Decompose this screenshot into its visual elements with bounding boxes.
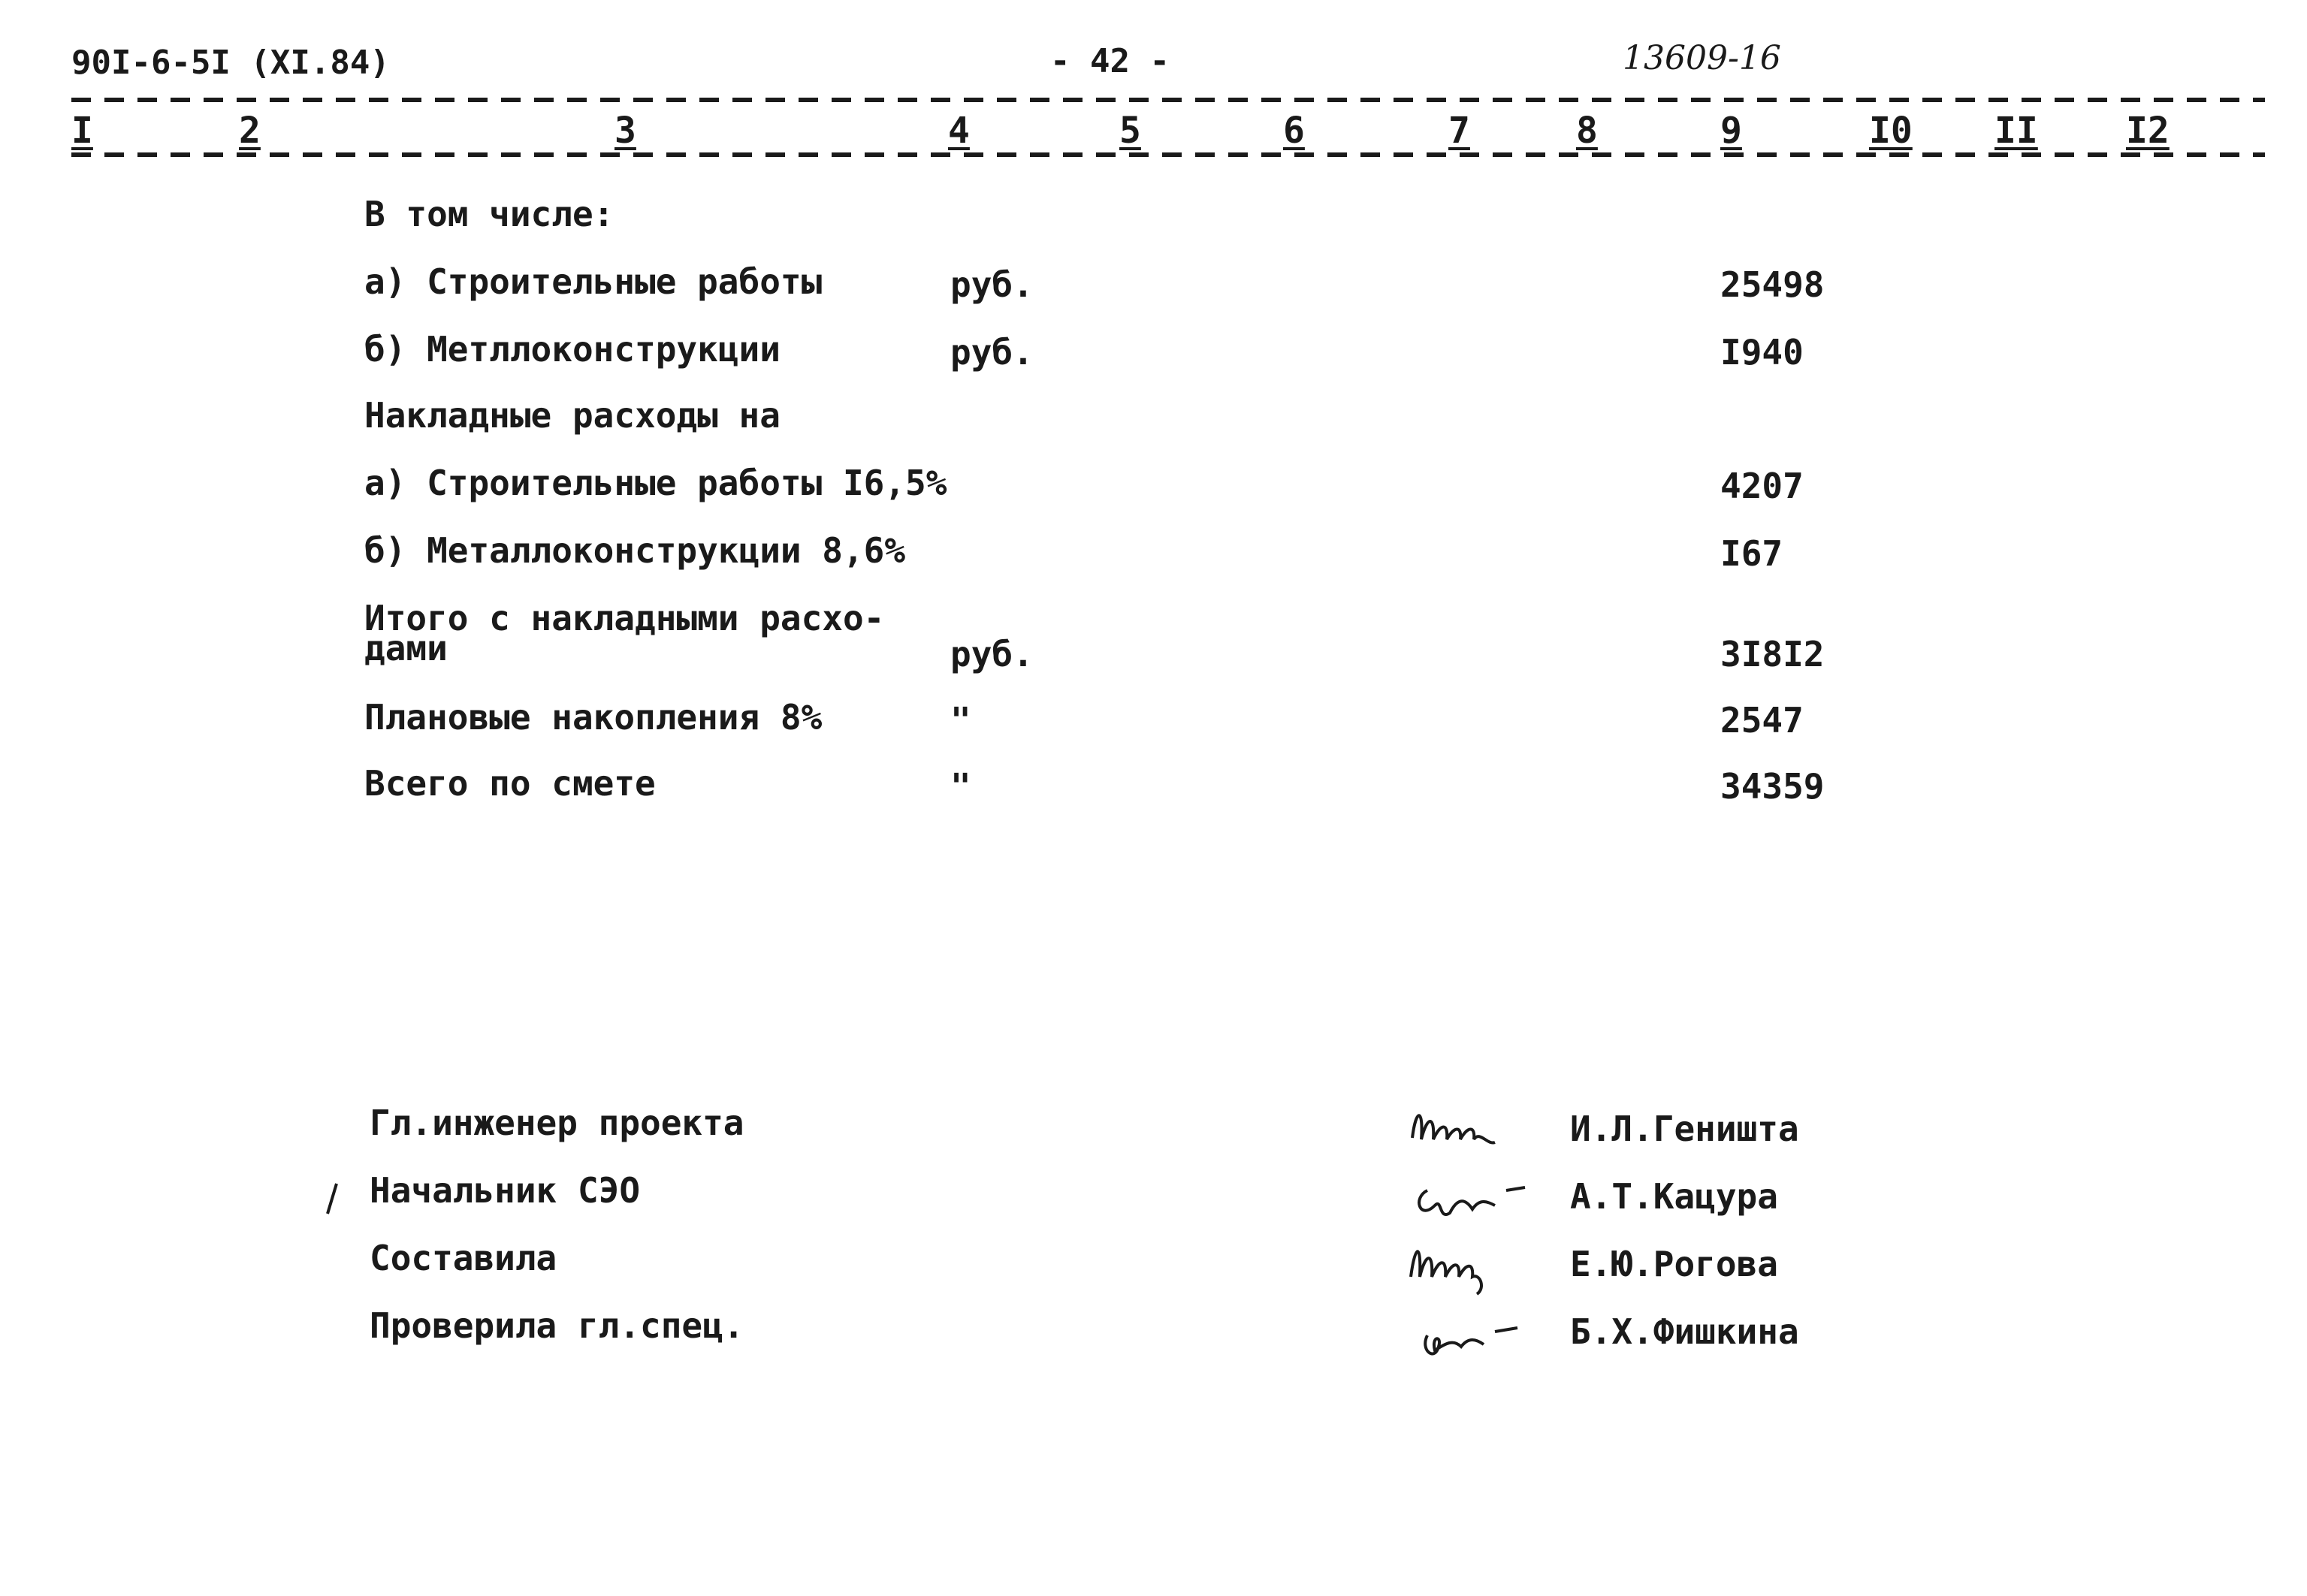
row-label: Плановые накопления 8% xyxy=(364,697,823,738)
row-unit: руб. xyxy=(950,264,1034,305)
column-number: II xyxy=(1994,110,2038,152)
dashed-rule-top xyxy=(71,98,2265,102)
handwritten-signature-icon xyxy=(1405,1168,1555,1228)
row-label: Всего по смете xyxy=(364,763,656,804)
page-number: - 42 - xyxy=(1050,42,1170,80)
signature-name: И.Л.Геништа xyxy=(1570,1109,1799,1149)
column-number: I0 xyxy=(1869,110,1913,152)
margin-tick-mark xyxy=(323,1181,341,1218)
signature-role: Составила xyxy=(370,1238,557,1278)
column-number: 4 xyxy=(948,110,970,152)
column-number: I xyxy=(71,110,93,152)
signature-name: Е.Ю.Рогова xyxy=(1570,1244,1778,1284)
handwritten-signature-icon xyxy=(1405,1235,1555,1296)
row-unit: руб. xyxy=(950,332,1034,373)
column-number: 6 xyxy=(1283,110,1305,152)
column-number: I2 xyxy=(2126,110,2170,152)
row-label: Накладные расходы на xyxy=(364,395,781,436)
signature-name: Б.Х.Фишкина xyxy=(1570,1311,1799,1352)
row-unit: руб. xyxy=(950,634,1034,674)
row-value: 34359 xyxy=(1720,766,1825,807)
row-value: 25498 xyxy=(1720,264,1825,305)
row-value: I67 xyxy=(1720,533,1783,574)
row-label: Итого с накладными расхо- xyxy=(364,598,885,638)
column-number: 5 xyxy=(1119,110,1141,152)
signature-role: Гл.инженер проекта xyxy=(370,1103,744,1143)
column-number: 2 xyxy=(239,110,261,152)
handwritten-signature-icon xyxy=(1405,1305,1555,1365)
row-label: б) Металлоконструкции 8,6% xyxy=(364,530,906,571)
row-label: б) Метллоконструкции xyxy=(364,329,781,370)
column-number: 8 xyxy=(1576,110,1598,152)
row-value: I940 xyxy=(1720,332,1804,373)
column-number: 3 xyxy=(614,110,636,152)
row-value: 2547 xyxy=(1720,700,1804,741)
sheet-code: 13609-16 xyxy=(1623,39,1781,77)
column-number: 7 xyxy=(1448,110,1470,152)
row-label: В том числе: xyxy=(364,194,614,234)
document-code: 90I-6-5I (XI.84) xyxy=(71,44,390,82)
row-label: а) Строительные работы I6,5% xyxy=(364,463,947,503)
row-label-continuation: дами xyxy=(364,628,448,668)
row-unit: " xyxy=(950,700,971,741)
signature-role: Проверила гл.спец. xyxy=(370,1305,744,1346)
row-unit: " xyxy=(950,766,971,807)
row-value: 3I8I2 xyxy=(1720,634,1825,674)
row-value: 4207 xyxy=(1720,466,1804,506)
column-number: 9 xyxy=(1720,110,1742,152)
dashed-rule-bottom xyxy=(71,152,2265,157)
handwritten-signature-icon xyxy=(1405,1100,1555,1160)
row-label: а) Строительные работы xyxy=(364,261,823,302)
signature-name: А.Т.Кацура xyxy=(1570,1176,1778,1217)
signature-role: Начальник СЭО xyxy=(370,1170,641,1211)
